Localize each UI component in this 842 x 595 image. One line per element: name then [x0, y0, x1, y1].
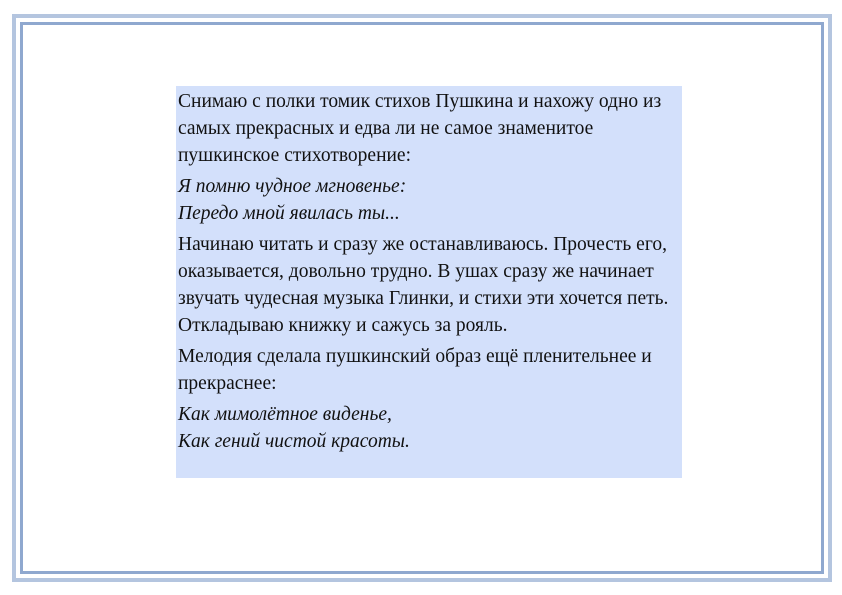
text-block: [176, 86, 682, 478]
paragraph-reading: Начинаю читать и сразу же останавливаюсь. Прочесть его, оказывается, довольно трудно. В ушах сразу же начинает звучать чудесная музыка Глинки, и стихи эти хочется петь. Откладываю книжку и сажусь за рояль.: [178, 234, 669, 336]
paragraph-intro: Снимаю с полки томик стихов Пушкина и нахожу одно из самых прекрасных и едва ли не самое знаменитое пушкинское стихотворение:: [178, 91, 662, 166]
verse-1-line-2: Передо мной явилась ты...: [178, 203, 400, 224]
paragraph-melody: Мелодия сделала пушкинский образ ещё пленительнее и прекраснее:: [178, 346, 652, 394]
verse-quote-1: [178, 173, 680, 227]
verse-quote-2: [178, 401, 680, 455]
verse-2-line-2: Как гений чистой красоты.: [178, 431, 410, 452]
verse-1-line-1: Я помню чудное мгновенье:: [178, 176, 407, 197]
verse-2-line-1: Как мимолётное виденье,: [178, 404, 392, 425]
